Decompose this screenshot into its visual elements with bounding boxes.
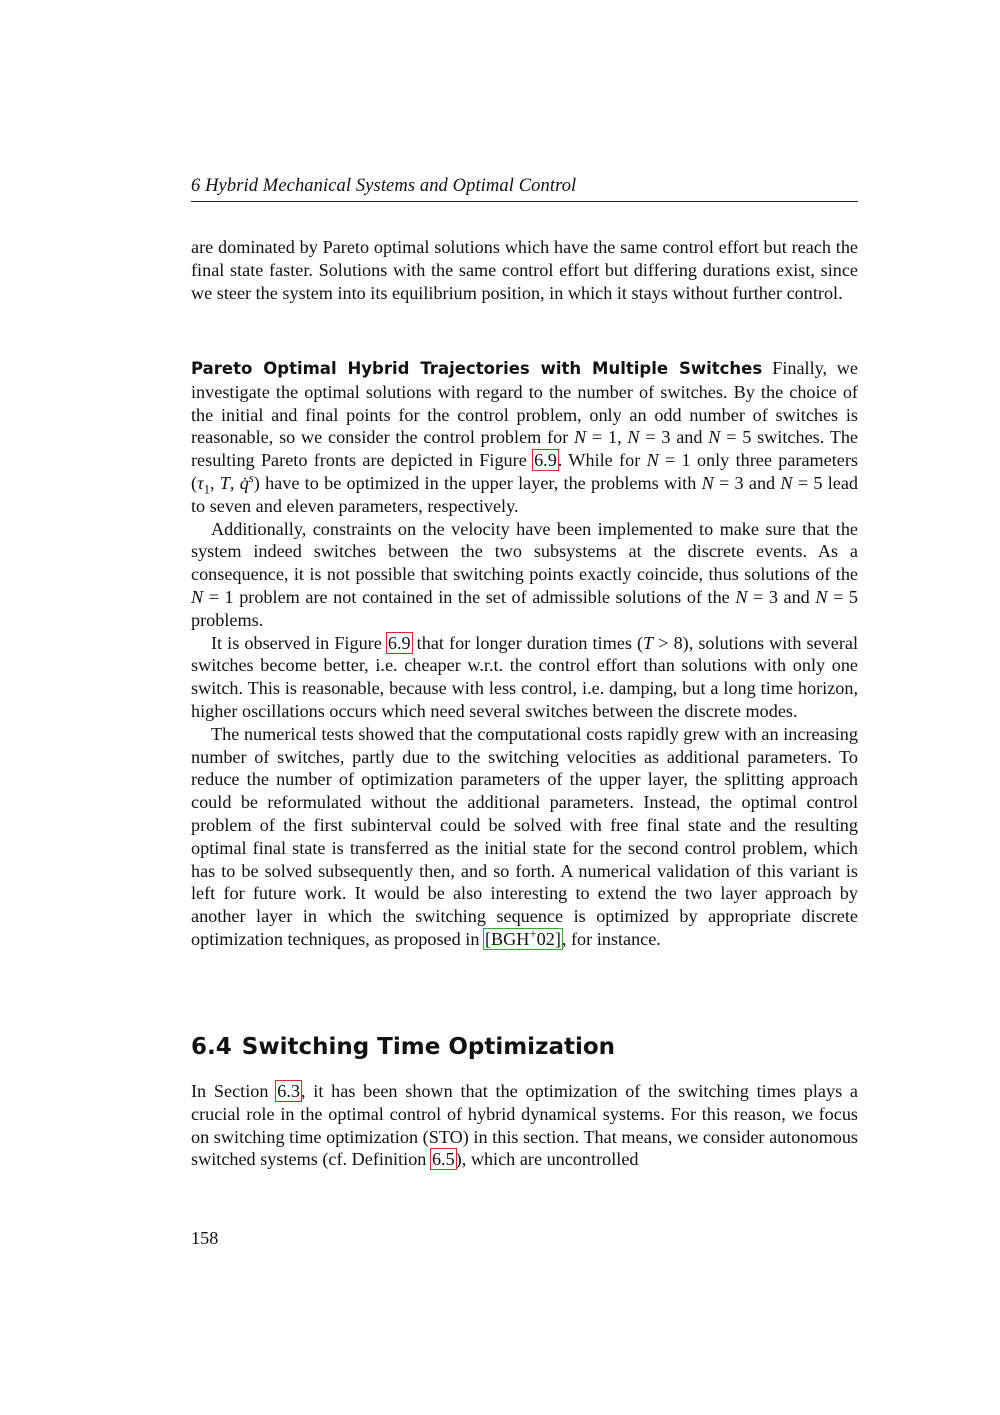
paragraph-4 [191, 632, 858, 723]
citation-year: 02 [536, 928, 555, 949]
math: N [735, 586, 748, 607]
text: , it has been shown that the optimization of the switching times plays a crucial role in the optimal control of hybrid dynamical systems. For this reason, we focus on switching time optimization (STO) in this section. That means, we consider autonomous switched systems (cf. Definition [191, 1081, 858, 1170]
text: Finally, we investigate the optimal solutions with regard to the number of switches. By the choice of the initial and final points for the control problem, only an odd number of switches is reasonable, so we consider the control problem for [191, 358, 859, 448]
text: = 5 switches. The resulting Pareto fronts are depicted in Figure [191, 427, 858, 471]
text: = 3 and [639, 427, 709, 448]
text: = 3 and [713, 472, 781, 493]
text: The numerical tests showed that the computational costs rapidly grew with an increasing number of switches, partly due to the switching velocities as additional parameters. To reduce the number of optimization parameters of the upper layer, the splitting approach could be reformulated without the additional parameters. Instead, the optimal control problem of the first subinterval could be solved with free final state and the resulting optimal final state is transferred as the initial state for the second control problem, which has to be solved subsequently then, and so forth. A numerical validation of this variant is left for future work. It would be also interesting to extend the two layer approach by another layer in which the switching sequence is optimized by appropriate discrete optimization techniques, as proposed in [191, 723, 858, 949]
section-number: 6.4 [191, 1034, 232, 1060]
text: = 5 lead to seven and eleven parameters, respectively. [191, 472, 858, 516]
citation-link[interactable]: [BGH+02] [484, 926, 561, 949]
body-block-3 [191, 1080, 858, 1171]
paragraph-heading: Pareto Optimal Hybrid Trajectories with Multiple Switches [191, 359, 763, 378]
section-link[interactable]: 6.3 [277, 1081, 300, 1101]
text: It is observed in Figure [211, 632, 387, 653]
math: T [643, 632, 654, 653]
math: N [708, 427, 721, 448]
math: N [574, 427, 587, 448]
math: τ [197, 472, 204, 493]
paragraph-3 [191, 518, 858, 632]
text: > 8), solutions with several switches become better, i.e. cheaper w.r.t. the control effort than solutions with only one switch. This is reasonable, because with less control, i.e. damping, but a long time horizon, higher oscillations occurs which need several switches between the discrete modes. [191, 632, 858, 721]
page-number: 158 [191, 1228, 219, 1248]
text: In Section [191, 1081, 277, 1101]
body-block-2 [191, 357, 858, 951]
section-title: Switching Time Optimization [241, 1034, 616, 1060]
text: ) have to be optimized in the upper layer, the problems with [253, 472, 702, 493]
math: N [780, 472, 793, 493]
math-superscript: s [248, 470, 254, 485]
text: = 3 and [747, 586, 816, 607]
paragraph-6 [191, 1080, 858, 1171]
citation-key: BGH [491, 928, 530, 949]
paragraph-5 [191, 723, 858, 951]
math: N [191, 586, 204, 607]
paragraph-1: are dominated by Pareto optimal solutions which have the same control effort but reach the final state faster. Solutions with the same control effort but differing durations exist, since we steer the system into its equilibrium position, in which it stays without further control. [191, 237, 858, 303]
math: T [219, 472, 230, 493]
text: = 1 only three parameters ( [191, 450, 858, 493]
citation-sup: + [529, 926, 537, 941]
section-heading [191, 1032, 858, 1062]
body-block-1 [191, 236, 858, 304]
figure-link[interactable]: 6.9 [387, 632, 411, 653]
text: , [209, 472, 220, 493]
figure-link[interactable]: 6.9 [534, 450, 557, 471]
math: q̇ [239, 472, 249, 493]
text: = 1 problem are not contained in the set of admissible solutions of the [203, 586, 736, 607]
math: N [646, 450, 659, 471]
text: that for longer duration times ( [411, 632, 644, 653]
text: . While for [557, 450, 647, 471]
text: ), which are uncontrolled [455, 1149, 639, 1170]
text: , for instance. [561, 928, 661, 949]
text: Additionally, constraints on the velocity have been implemented to make sure that the system indeed switches between the two subsystems at the discrete events. As a consequence, it is not possible that switching points exactly coincide, thus solutions of the [191, 518, 858, 585]
text: = 1, [586, 427, 628, 448]
running-head: 6 Hybrid Mechanical Systems and Optimal Control [191, 174, 858, 202]
text: , [229, 472, 240, 493]
definition-link[interactable]: 6.5 [431, 1149, 455, 1170]
math: N [815, 586, 828, 607]
math: N [701, 472, 714, 493]
text: = 5 problems. [191, 586, 858, 630]
math: N [627, 427, 640, 448]
paragraph-2 [191, 357, 858, 518]
math-subscript: 1 [203, 482, 210, 497]
